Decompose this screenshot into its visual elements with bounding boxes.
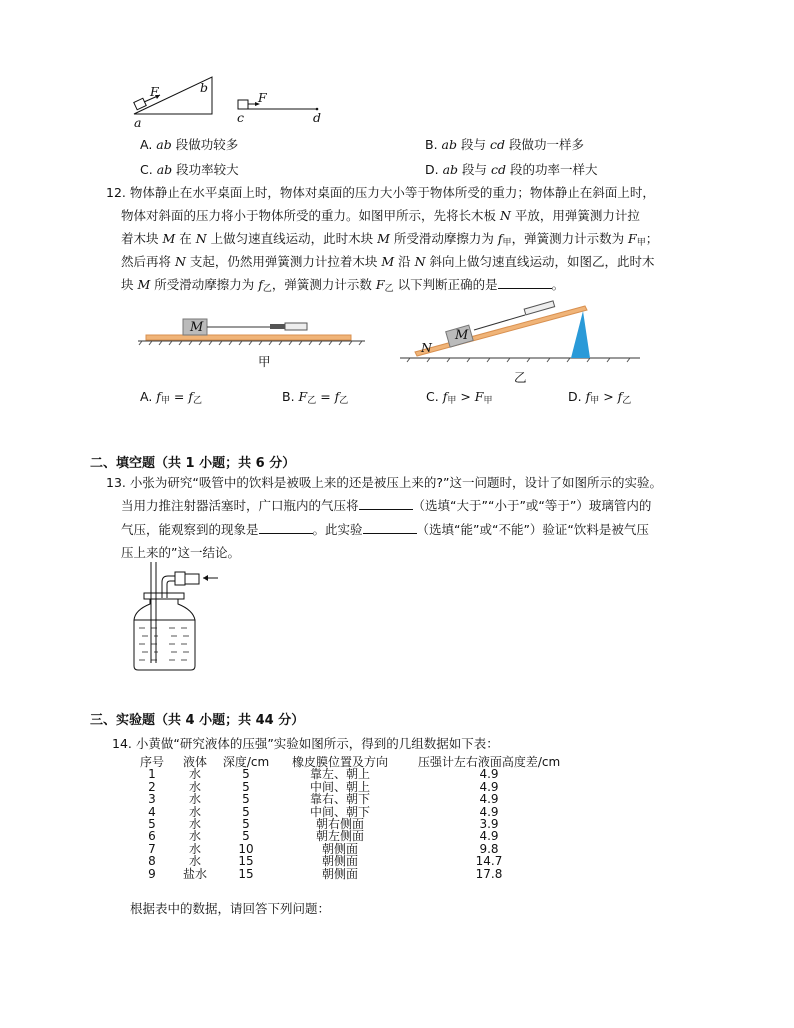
table-cell: 8 [148,854,156,869]
text-segment: 。此实验 [312,522,363,537]
col-header: 橡皮膜位置及方向 [291,755,388,769]
table-cell: 9 [148,866,156,881]
label-F: F [150,84,159,99]
math-variable: cd [491,162,507,177]
text-segment: = [316,389,335,404]
math-variable: f [258,277,263,292]
subscript: 乙 [622,396,632,406]
text-segment: 块 [121,277,138,292]
text-segment: ，弹簧测力计示数为 [511,231,629,246]
table-cell: 3.9 [479,817,499,832]
table-cell: 4 [148,804,156,819]
label-a: a [134,115,142,130]
q12-line [121,252,655,270]
col-header: 液体 [182,755,207,769]
math-variable: f [442,389,448,404]
math-variable: F [628,231,637,246]
math-variable: ab [156,162,173,177]
table-cell: 15 [238,854,254,869]
math-variable: F [298,389,308,404]
col-header: 序号 [139,755,164,769]
table-cell: 朝侧面 [321,854,358,869]
q12-line [121,229,658,248]
block-M-label: M [455,328,469,343]
q11-option-d[interactable] [425,160,598,178]
incline-figure [128,74,328,130]
math-variable: f [188,389,193,404]
math-variable: f [617,389,623,404]
table-cell: 水 [188,767,201,782]
subscript: 乙 [193,396,203,406]
text-segment: > [599,389,618,404]
q12-line [106,183,655,201]
bottle-syringe-figure [125,562,225,672]
table-cell: 朝侧面 [321,866,358,881]
table-row [130,868,574,880]
q11-option-a[interactable] [140,135,238,153]
math-variable: ab [442,162,459,177]
q12-option-a[interactable] [140,389,202,406]
q13-line [121,520,649,538]
table-cell: 靠右、朝下 [309,792,370,807]
text-segment: 支起，仍然用弹簧测力计拉着木块 [185,254,382,269]
subscript: 甲 [636,238,646,248]
text-segment: B. [425,137,442,152]
text-segment: 气压，能观察到的现象是 [121,522,259,537]
q11-option-c[interactable] [140,160,239,178]
table-cell: 4.9 [479,779,499,794]
section-heading: 三、实验题（共 4 小题；共 44 分） [90,713,305,728]
table-cell: 水 [188,792,201,807]
text-segment: 在 [175,231,196,246]
math-variable: M [137,277,151,292]
table-cell: 10 [238,841,254,856]
answer-blank[interactable] [363,523,417,534]
table-cell: 5 [242,779,250,794]
text-segment: 段与 [458,162,491,177]
table-row [130,855,574,867]
table-cell: 水 [188,817,201,832]
q13-line [106,473,662,491]
text-segment: 以下判断正确的是 [393,277,498,292]
text-segment: 斜向上做匀速直线运动，如图乙，此时木 [425,254,655,269]
label-d: d [313,110,322,125]
subscript: 甲 [160,396,170,406]
text-segment: 然后再将 [121,254,175,269]
math-variable: f [585,389,591,404]
table-cell: 5 [242,792,250,807]
table-cell: 15 [238,866,254,881]
table-cell: 9.8 [479,841,499,856]
table-cell: 4.9 [479,829,499,844]
text-segment: 当用力推注射器活塞时，广口瓶内的气压将 [121,498,359,513]
math-variable: M [381,254,395,269]
table-cell: 水 [188,804,201,819]
math-variable: F [474,389,484,404]
table-cell: 4.9 [479,792,499,807]
label-F: F [258,90,267,105]
subscript: 甲 [483,396,493,406]
table-cell: 3 [148,792,156,807]
subscript: 甲 [502,238,512,248]
math-variable: N [499,208,511,223]
text-segment: 上做匀速直线运动，此时木块 [206,231,378,246]
q12-line [121,206,640,224]
table-cell: 4.9 [479,804,499,819]
table-cell: 5 [242,767,250,782]
text-segment: 段做功较多 [171,137,239,152]
figure-caption-jia: 甲 [258,354,271,369]
math-variable: M [377,231,390,246]
figure-caption-yi: 乙 [514,370,527,385]
q14-intro: 14. 小黄做“研究液体的压强”实验如图所示，得到的几组数据如下表： [112,736,499,751]
math-variable: M [162,231,176,246]
subscript: 乙 [339,396,349,406]
q12-line [121,275,564,294]
q12-option-b[interactable] [282,389,348,406]
table-cell: 中间、朝上 [309,779,370,794]
text-segment: C. [426,389,443,404]
table-cell: 5 [148,817,156,832]
text-segment: 段做功一样多 [504,137,584,152]
table-cell: 朝左侧面 [315,829,364,844]
answer-blank[interactable] [259,523,313,534]
table-cell: 17.8 [475,866,503,881]
table-cell: 朝侧面 [321,841,358,856]
text-segment: 物体对斜面的压力将小于物体所受的重力。如图甲所示，先将长木板 [121,208,500,223]
q13-line [121,496,651,514]
text-segment: 沿 [394,254,415,269]
label-c: c [237,110,245,125]
q14-followup: 根据表中的数据，请回答下列问题： [130,901,331,916]
table-cell: 14.7 [475,854,503,869]
subscript: 乙 [307,396,317,406]
math-variable: cd [489,137,505,152]
math-variable: ab [441,137,457,152]
math-variable: f [156,389,161,404]
table-cell: 中间、朝下 [309,804,370,819]
text-segment: A. [140,389,157,404]
text-segment: A. [140,137,157,152]
math-variable: N [174,254,186,269]
text-segment: D. [425,162,443,177]
friction-figure [130,300,660,380]
block-M-label: M [190,320,204,335]
math-variable: f [334,389,340,404]
text-segment: = [169,389,189,404]
table-cell: 5 [242,817,250,832]
q12-option-d[interactable] [568,389,631,406]
text-segment: 。 [551,277,565,292]
math-variable: N [414,254,426,269]
text-segment: ； [645,231,659,246]
text-segment: > [456,389,475,404]
table-cell: 4.9 [479,767,499,782]
table-cell: 朝右侧面 [315,817,364,832]
subscript: 乙 [262,284,272,294]
table-cell: 靠左、朝上 [309,767,370,782]
text-segment: 压上来的”这一结论。 [121,545,240,560]
q12-option-c[interactable] [426,389,492,406]
math-variable: N [195,231,207,246]
text-segment: D. [568,389,586,404]
table-cell: 6 [148,829,156,844]
table-row [130,768,574,780]
text-segment: B. [282,389,299,404]
text-segment: 段功率较大 [172,162,239,177]
pressure-data-table [130,756,574,880]
table-cell: 2 [148,779,156,794]
table-cell: 水 [188,854,201,869]
subscript: 甲 [590,396,600,406]
table-cell: 水 [188,841,201,856]
table-row [130,793,574,805]
subscript: 甲 [447,396,457,406]
math-variable: ab [156,137,172,152]
q13-line [121,543,240,561]
section-heading: 二、填空题（共 1 小题；共 6 分） [90,456,296,471]
text-segment: （选填“能”或“不能”）验证“饮料是被气压 [416,522,649,537]
board-N-label: N [421,340,432,355]
math-variable: f [497,231,503,246]
table-cell: 水 [188,779,201,794]
answer-blank[interactable] [498,278,552,289]
table-cell: 盐水 [182,866,207,881]
text-segment: 所受滑动摩擦力为 [389,231,498,246]
table-cell: 7 [148,841,156,856]
text-segment: 段的功率一样大 [506,162,598,177]
text-segment: 平放，用弹簧测力计拉 [510,208,640,223]
label-b: b [200,80,209,95]
text-segment: 段与 [457,137,490,152]
text-segment: 13. 小张为研究“吸管中的饮料是被吸上来的还是被压上来的?”这一问题时，设计了如图所示的实验。 [106,475,662,490]
table-cell: 1 [148,767,156,782]
table-cell: 5 [242,804,250,819]
table-row [130,830,574,842]
subscript: 乙 [384,284,394,294]
text-segment: ，弹簧测力计示数 [271,277,376,292]
table-cell: 水 [188,829,201,844]
text-segment: 12. 物体静止在水平桌面上时，物体对桌面的压力大小等于物体所受的重力；物体静止在斜面上时， [106,185,655,200]
text-segment: 所受滑动摩擦力为 [150,277,259,292]
q11-option-b[interactable] [425,135,584,153]
answer-blank[interactable] [359,499,413,510]
col-header: 压强计左右液面高度差/cm [417,755,561,769]
col-header: 深度/cm [222,755,270,769]
math-variable: F [375,277,385,292]
text-segment: （选填“大于”“小于”或“等于”）玻璃管内的 [412,498,652,513]
table-cell: 5 [242,829,250,844]
text-segment: C. [140,162,157,177]
text-segment: 着木块 [121,231,163,246]
